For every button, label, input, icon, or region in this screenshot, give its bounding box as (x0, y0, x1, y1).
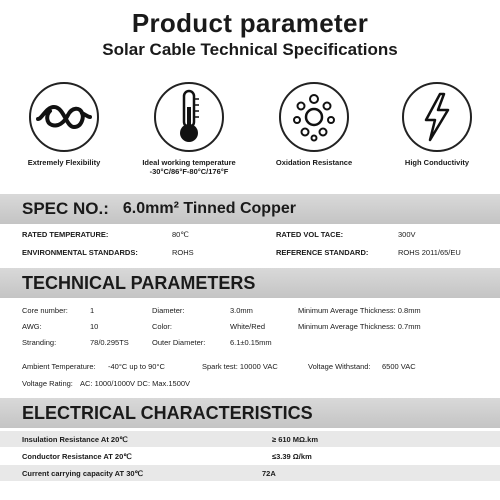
table-row (0, 465, 500, 481)
rated-voltage-value: 300V (398, 230, 416, 239)
oxidation-bubbles-icon (279, 82, 349, 152)
feature-icons-row (0, 82, 500, 182)
stranding-label: Stranding: (22, 338, 57, 347)
outer-diameter-value: 6.1±0.15mm (230, 338, 272, 347)
reference-standard-value: ROHS 2011/65/EU (398, 248, 461, 257)
lightning-bolt-icon (402, 82, 472, 152)
insulation-resistance-label: Insulation Resistance At 20℃ (22, 435, 128, 444)
current-capacity-label: Current carrying capacity AT 30℃ (22, 469, 143, 478)
rated-temperature-label: RATED TEMPERATURE: (22, 230, 109, 239)
electrical-characteristics-bar (0, 398, 500, 428)
spec-label: SPEC NO.: (22, 199, 109, 218)
rated-temperature-value: 80℃ (172, 230, 189, 239)
feature-conductivity-label: High Conductivity (404, 158, 470, 167)
voltage-withstand-value: 6500 VAC (382, 362, 416, 371)
feature-temperature-label: Ideal working temperature (142, 158, 236, 167)
ambient-temperature-label: Ambient Temperature: (22, 362, 96, 371)
environmental-standards-value: ROHS (172, 248, 194, 257)
infinity-cable-icon (29, 82, 99, 152)
spec-value: 6.0mm² Tinned Copper (122, 200, 296, 217)
technical-parameters-bar (0, 268, 500, 298)
color-value: White/Red (230, 322, 266, 331)
feature-temperature-range: -30°C/86°F-80°C/176°F (149, 167, 229, 176)
ambient-temperature-value: -40°C up to 90°C (108, 362, 165, 371)
electrical-heading: ELECTRICAL CHARACTERISTICS (22, 402, 313, 423)
voltage-rating-value: AC: 1000/1000V DC: Max.1500V (80, 379, 191, 388)
conductor-resistance-label: Conductor Resistance AT 20℃ (22, 452, 132, 461)
core-number-value: 1 (90, 306, 95, 315)
environmental-standards-label: ENVIRONMENTAL STANDARDS: (22, 248, 138, 257)
voltage-withstand-label: Voltage Withstand: (308, 362, 371, 371)
awg-label: AWG: (22, 322, 42, 331)
insulation-resistance-value: ≥ 610 MΩ.km (272, 435, 318, 444)
feature-oxidation (252, 82, 376, 167)
feature-flexibility-label: Extremely Flexibility (27, 158, 101, 167)
feature-oxidation-label: Oxidation Resistance (275, 158, 353, 167)
outer-diameter-label: Outer Diameter: (152, 338, 206, 347)
reference-standard-label: REFERENCE STANDARD: (276, 248, 369, 257)
voltage-rating-label: Voltage Rating: (22, 379, 73, 388)
conductor-resistance-value: ≤3.39 Ω/km (272, 452, 312, 461)
table-row (0, 431, 500, 447)
min-thickness-2: Minimum Average Thickness: 0.7mm (298, 322, 421, 331)
spec-header-bar (0, 194, 500, 224)
technical-heading: TECHNICAL PARAMETERS (22, 272, 256, 293)
feature-flexibility (2, 82, 126, 167)
color-label: Color: (152, 322, 173, 331)
spark-test: Spark test: 10000 VAC (202, 362, 278, 371)
diameter-label: Diameter: (152, 306, 185, 315)
stranding-value: 78/0.295TS (90, 338, 129, 347)
feature-temperature (127, 82, 251, 176)
rated-voltage-label: RATED VOL TACE: (276, 230, 344, 239)
table-row (0, 448, 500, 464)
min-thickness-1: Minimum Average Thickness: 0.8mm (298, 306, 421, 315)
awg-value: 10 (90, 322, 99, 331)
current-capacity-value: 72A (262, 469, 276, 478)
thermometer-icon (154, 82, 224, 152)
page-title: Product parameter (131, 8, 369, 38)
page-subtitle: Solar Cable Technical Specifications (102, 40, 398, 59)
core-number-label: Core number: (22, 306, 68, 315)
diameter-value: 3.0mm (230, 306, 253, 315)
feature-conductivity (375, 82, 499, 167)
